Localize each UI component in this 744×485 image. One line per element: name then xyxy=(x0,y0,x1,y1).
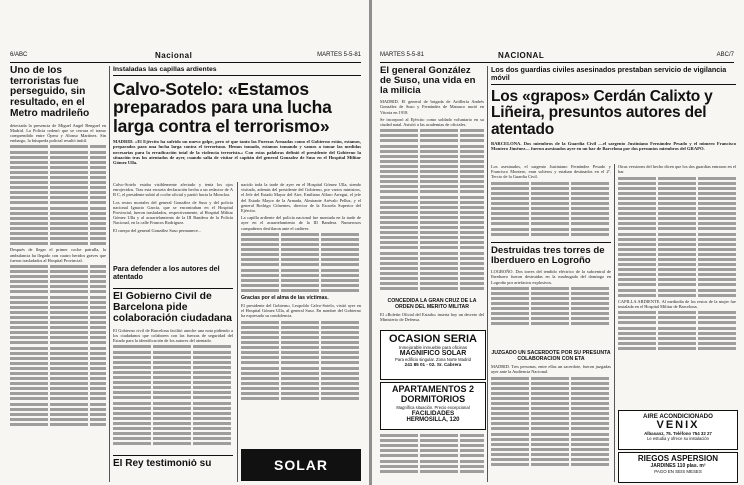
grapos-headline: Los «grapos» Cerdán Calixto y Liñeira, presuntos autores del atentado xyxy=(491,88,713,138)
main-dateline: MADRID. xyxy=(113,139,134,145)
colb-subhead: Gracias por el alma de las víctimas. xyxy=(241,294,329,301)
concedida-text: El «Boletín Oficial del Estado» inserta hoy un decreto del Ministerio de Defensa. xyxy=(380,312,484,323)
main-p3: El cuerpo del general González Suso permanece... xyxy=(113,227,202,233)
aire-title: AIRE ACONDICIONADO xyxy=(643,413,713,420)
filler-col1 xyxy=(380,432,484,482)
ocasion-title: OCASION SERIA xyxy=(388,333,477,345)
concedida-headline: CONCEDIDA LA GRAN CRUZ DE LA ORDEN DEL MERITO MILITAR xyxy=(387,298,477,310)
ocasion-ad xyxy=(380,330,486,380)
capilla-text: CAPILLA ARDIENTE. Al mediodía de los restos de la mujer fue instalada en el Hospital Militar de Barcelona. xyxy=(618,298,736,309)
left-page xyxy=(0,0,369,485)
subhead-padres: Para defender a los autores del atentado xyxy=(113,265,220,281)
colb-p4: El presidente del Gobierno, Leopoldo Calvo-Sotelo, visitó ayer en el Hospital Gómez Ulla, al general Suso. En nombre del Gobierno ha expresado su condolencia. xyxy=(241,302,361,319)
left-masthead xyxy=(10,52,361,63)
concedida-story xyxy=(380,298,484,326)
solar-ad xyxy=(241,449,361,481)
grapos-p1: Los asesinados, el sargento Justiniano Fernández Pesado y Francisco Montero, eran solteros y estaban destinados en el 2º. Tercio de la Guardia Civil. xyxy=(491,164,611,180)
left-page-number: 6/ABC xyxy=(10,52,28,58)
right-masthead xyxy=(380,52,734,63)
riegos-ad xyxy=(618,452,738,483)
main-story-header xyxy=(113,66,361,176)
ocasion-sub: Inmejorable inmueble para oficinas xyxy=(398,345,468,350)
metro-lead: detectada la presencia de Miguel Angel Benguel en Madrid. La Policía ordenó que se cerrara el tramo comprendido entre Ópera y Alonso Martínez. Sin embargo, la búsqueda policial resultó inútil. xyxy=(10,122,106,144)
apartamentos-sub: Magnífica situación. Precio excepcional xyxy=(396,405,470,410)
left-section-title: Nacional xyxy=(155,51,193,60)
subhead-padres-box xyxy=(113,265,233,281)
metro-ambulance-text: Después de llegar el primer coche patrulla, la ambulancia ha llegado con cuatro heridos graves que fueron trasladados al Hospital Provincial. xyxy=(10,247,106,263)
rey-story xyxy=(113,459,233,483)
grapos-header xyxy=(491,66,736,160)
main-lead xyxy=(113,139,361,165)
destruidas-text: LOGROÑO. Dos torres del tendido eléctrico de la subcentral de Iberduero fueron destruidas en la madrugada del domingo en Logroño por artefactos explosivos. xyxy=(491,269,611,285)
main-p1: Calvo-Sotelo estaba visiblemente afectado y tenía los ojos enrojecidos. Tras esta escueta declaración hecha a un redactor de A B C, el presidente subió al coche oficial y partió hacia la Moncloa. xyxy=(113,182,233,198)
gonzalez-headline: El general González de Suso, una vida en la milicia xyxy=(380,66,476,97)
main-p2: Los restos mortales del general González de Suso y del policía nacional Ignacio García, que se encontraban en el Hospital Provincial, fueron trasladados, respectivamente, al Hospital Militar Gómez Ulla y al acuartelamiento de la III Bandera de la Policía Nacional, en la calle Francos Rodríguez. xyxy=(113,199,233,226)
ocasion-phone: 241 85 01 - 02. Sr. Cabrera xyxy=(404,362,462,367)
aire-sub: Le estudia y ofrece su instalación xyxy=(647,436,709,441)
riegos-line: JARDINES 110 plas. m² xyxy=(650,463,706,469)
solar-ad-title: SOLAR xyxy=(274,457,328,473)
colb-p2: La capilla ardiente del policía nacional fue montada en la tarde de ayer en el acuartelamiento de la III Bandera. Numerosos compañeros desfilaron ante el cadáver. xyxy=(241,215,361,231)
gonzalez-text2: Se incorporó al Ejército como soldado voluntario en su ciudad natal. Asistió a las academias de oficiales. xyxy=(380,116,484,127)
apartamentos-title: APARTAMENTOS 2 DORMITORIOS xyxy=(391,384,474,404)
juzgado-headline: JUZGADO UN SACERDOTE POR SU PRESUNTA COLABORACION CON ETA xyxy=(491,350,611,362)
right-date: MARTES 5-5-81 xyxy=(380,52,424,58)
apartamentos-ad xyxy=(380,382,486,430)
barcelona-story xyxy=(113,292,233,452)
main-col-b xyxy=(241,182,361,444)
right-page-number: ABC/7 xyxy=(716,52,734,58)
apartamentos-cta: FACILIDADES xyxy=(411,410,455,417)
main-headline: Calvo-Sotelo: «Estamos preparados para una lucha larga contra el terrorismo» xyxy=(113,79,332,136)
main-banner: Instaladas las capillas ardientes xyxy=(113,66,361,76)
juzgado-text: MADRID. Tres personas, entre ellas un sacerdote, fueron juzgadas ayer ante la Audiencia Nacional. xyxy=(491,364,611,375)
aire-address: Albasanz, 75. Teléfono 754 32 27 xyxy=(644,431,712,436)
main-col-a xyxy=(113,182,233,262)
gonzalez-story xyxy=(380,66,484,296)
ocasion-line: Para edificio singular. Zona Norte Madrid xyxy=(395,357,471,362)
grapos-lead: BARCELONA. Dos miembros de la Guardia Civil —el sargento Justiniano Fernández Pesado y el número Francisco Montero Jiménez— fueron asesinados ayer en un bar de Barcelona por dos presuntos miembros del GRAPO. xyxy=(491,140,736,151)
gonzalez-text: MADRID. El general de brigada de Artillería Andrés González de Suso y Fernández de Matauco nació en Vitoria en 1918. xyxy=(380,99,484,115)
guardias-banner: Los dos guardias civiles asesinados prestaban servicio de vigilancia móvil xyxy=(491,66,736,85)
aire-ad xyxy=(618,410,738,450)
apartamentos-address: HERMOSILLA, 120 xyxy=(406,417,460,423)
main-lead-text: «El Ejército ha sufrido un nuevo golpe, pero sé que tanto las Fuerzas Armadas como el Gobierno están, estamos, preparados para una lucha larga contra el terrorismo. Hemos tomado, estamos tomando y vamos a tomar las medidas necesarias para la erradicación total de la violencia terrorista.» Con estas palabras definió el presidente del Gobierno la situación tras los atentados de ayer, cuando salía de visitar el capitán del general Gonzalez de Suso en el Hospital Militar Gómez Ulla. xyxy=(113,139,361,165)
colb-p1: nacido toda la tarde de ayer en el Hospital Gómez Ulla, siendo visitado, además del presidente del Gobierno, por varios ministros, el Jefe del Estado Mayor del Aire, Emiliano Alfaro Arregui, el jefe del Estado Mayor de la Armada, Almirante Arévalo Pelluz, y el general Rodrigo Cifuentes, director de la Escuela Superior del Ejército. xyxy=(241,182,361,214)
grapos-p2: Otras versiones del hecho dicen que los dos guardias entraron en el bar. xyxy=(618,164,736,175)
riegos-title: RIEGOS ASPERSION xyxy=(637,454,719,463)
ocasion-name: MAGNIFICO SOLAR xyxy=(399,350,467,357)
aire-brand: VENIX xyxy=(656,419,700,431)
barcelona-headline: El Gobierno Civil de Barcelona pide colaboración ciudadana xyxy=(113,292,232,324)
rey-headline: El Rey testimonió su xyxy=(113,459,212,469)
metro-headline: Uno de los terroristas fue perseguido, sin resultado, en el Metro madrileño xyxy=(10,66,90,119)
grapos-col-a xyxy=(491,164,611,240)
destruidas-story xyxy=(491,246,611,346)
right-page xyxy=(372,0,744,485)
left-date: MARTES 5-5-81 xyxy=(317,52,361,58)
juzgado-story xyxy=(491,350,611,482)
barcelona-text: El Gobierno civil de Barcelona facilitó anoche una nota pidiendo a los ciudadanos que colaboren con las fuerzas de seguridad del Estado para la identificación de los autores del atentado. xyxy=(113,327,233,344)
right-section-title: NACIONAL xyxy=(498,51,545,60)
riegos-pay: PAGO EN SEIS MESES xyxy=(654,469,702,474)
destruidas-headline: Destruidas tres torres de Iberduero en Logroño xyxy=(491,246,605,267)
grapos-col-b xyxy=(618,164,736,404)
story-metro xyxy=(10,66,106,482)
